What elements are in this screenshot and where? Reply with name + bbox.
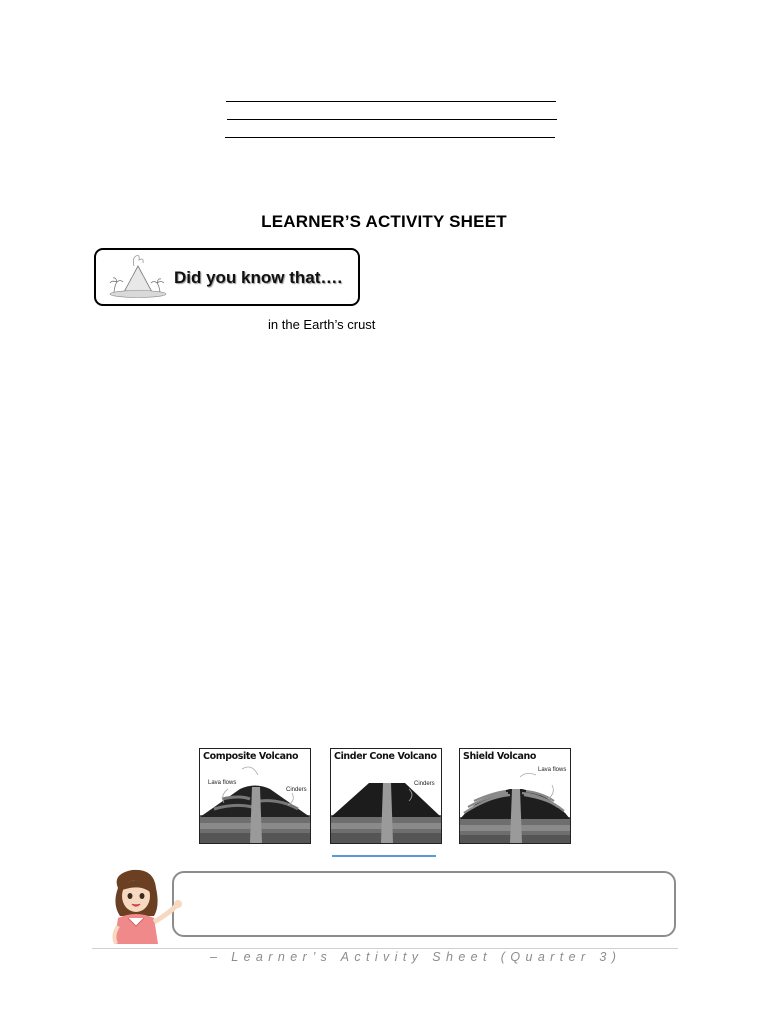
section-line <box>227 119 557 120</box>
crust-text: in the Earth’s crust <box>268 317 376 332</box>
composite-volcano-illustration <box>200 749 310 843</box>
name-line <box>226 101 556 102</box>
composite-volcano-figure <box>199 748 311 844</box>
speech-bubble <box>172 871 676 937</box>
lava-flows-label: Lava flows <box>538 767 567 773</box>
teacher-avatar <box>98 866 194 944</box>
figure-caption-line <box>332 855 436 857</box>
page-title: LEARNER’S ACTIVITY SHEET <box>261 212 507 231</box>
cinders-label: Cinders <box>414 781 435 787</box>
volcano-island-icon <box>106 252 170 300</box>
footer-text: – Learner’s Activity Sheet (Quarter 3) <box>210 950 622 964</box>
lava-flows-label: Lava flows <box>208 780 237 786</box>
cinder-cone-volcano-illustration <box>331 749 441 843</box>
cinder-cone-volcano-title: Cinder Cone Volcano <box>334 751 437 762</box>
cinders-label: Cinders <box>286 787 307 793</box>
footer-divider <box>92 948 678 949</box>
shield-volcano-figure <box>459 748 571 844</box>
cinder-cone-volcano-figure <box>330 748 442 844</box>
composite-volcano-title: Composite Volcano <box>203 751 299 762</box>
did-you-know-heading: Did you know that…. <box>174 268 343 287</box>
shield-volcano-title: Shield Volcano <box>463 751 537 762</box>
did-you-know-box <box>94 248 360 306</box>
shield-volcano-illustration <box>460 749 570 843</box>
date-line <box>225 137 555 138</box>
